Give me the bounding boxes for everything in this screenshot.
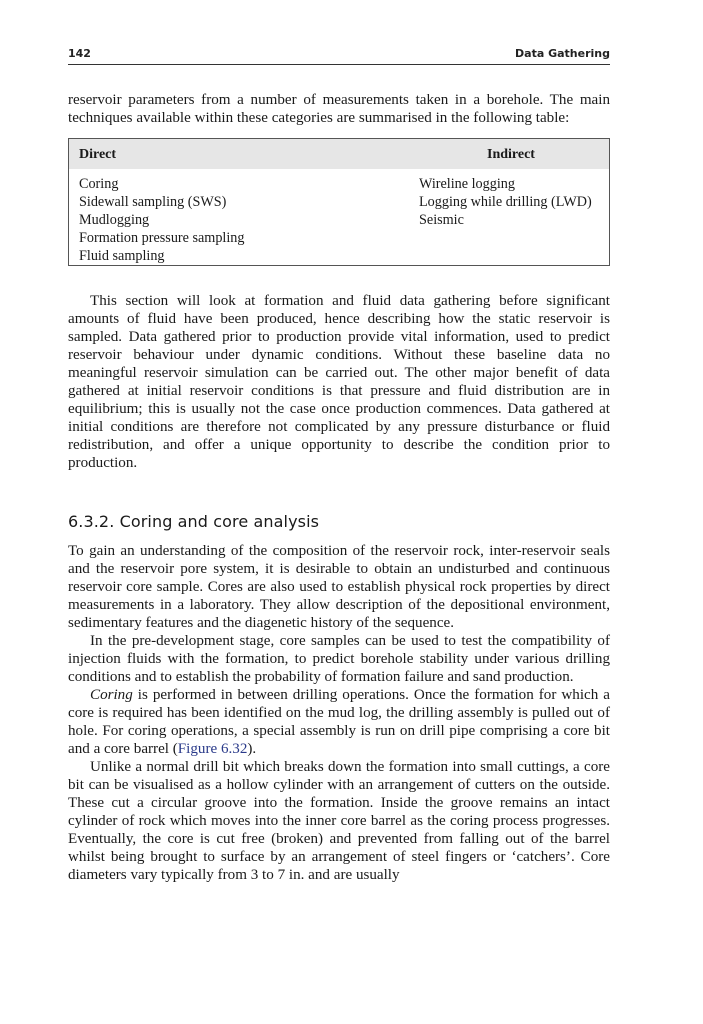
coring-paragraph-2: In the pre-development stage, core samples can be used to test the compatibility of injection fluids with the formation, to predict borehole stability under various drilling conditions and to establish the probability of formation failure and sand production.: [68, 633, 610, 685]
coring-paragraph-1: To gain an understanding of the composition of the reservoir rock, inter-reservoir seals and the reservoir pore system, it is desirable to obtain an undisturbed and continuous reservoir core sample. Cores are also used to establish physical rock properties by direct measurements in a laboratory. They allow description of the depositional environment, sedimentary features and the diagenetic history of the sequence.: [68, 543, 610, 631]
table-cell: Fluid sampling: [79, 248, 165, 264]
techniques-table: [68, 138, 610, 266]
table-header-row: [69, 139, 609, 169]
column-header-indirect: Indirect: [487, 147, 535, 162]
coring-text: is performed in between drilling operations. Once the formation for which a core is required has been identified on the mud log, the drilling assembly is pulled out of hole. For coring operations, a special assembly is run on drill pipe comprising a core bit and a core barrel (: [68, 687, 610, 757]
table-cell: Logging while drilling (LWD): [419, 194, 592, 210]
table-cell: Sidewall sampling (SWS): [79, 194, 227, 210]
running-title: Data Gathering: [515, 47, 610, 60]
coring-term: Coring: [90, 687, 133, 703]
static-data-paragraph: This section will look at formation and fluid data gathering before significant amounts of fluid have been produced, hence describing how the static reservoir is sampled. Data gathered prior to production provide vital information, used to predict reservoir behaviour under dynamic conditions. Without these baseline data no meaningful reservoir simulation can be carried out. The other major benefit of data gathered at initial reservoir conditions is that pressure and fluid distribution are in equilibrium; this is usually not the case once production commences. Data gathered at initial conditions are therefore not complicated by any pressure disturbance or fluid redistribution, and offer a unique opportunity to describe the condition prior to production.: [68, 293, 610, 471]
section-body: [68, 542, 610, 884]
coring-text-end: ).: [247, 741, 257, 757]
table-cell: Formation pressure sampling: [79, 230, 245, 246]
table-cell: Mudlogging: [79, 212, 150, 228]
column-header-direct: Direct: [79, 147, 117, 162]
coring-paragraph-4: Unlike a normal drill bit which breaks down the formation into small cuttings, a core bit can be visualised as a hollow cylinder with an arrangement of cutters on the outside. These cut a circular groove into the formation. Inside the groove remains an intact cylinder of rock which moves into the inner core barrel as the coring process progresses. Eventually, the core is cut free (broken) and prevented from falling out of the barrel whilst being brought to surface by an arrangement of steel fingers or ‘catchers’. Core diameters vary typically from 3 to 7 in. and are usually: [68, 759, 610, 883]
section-heading: 6.3.2. Coring and core analysis: [68, 512, 320, 531]
figure-reference-link[interactable]: Figure 6.32: [177, 741, 248, 757]
page-number: 142: [68, 47, 91, 60]
coring-paragraph-3: [68, 686, 610, 758]
intro-paragraph: reservoir parameters from a number of measurements taken in a borehole. The main techniques available within these categories are summarised in the following table:: [68, 92, 610, 126]
header-rule: [68, 64, 610, 65]
indirect-list: [419, 175, 592, 229]
table-cell: Seismic: [419, 212, 464, 228]
table-cell: Wireline logging: [419, 176, 515, 192]
direct-list: [79, 175, 245, 265]
table-cell: Coring: [79, 176, 119, 192]
running-header: [68, 46, 610, 64]
